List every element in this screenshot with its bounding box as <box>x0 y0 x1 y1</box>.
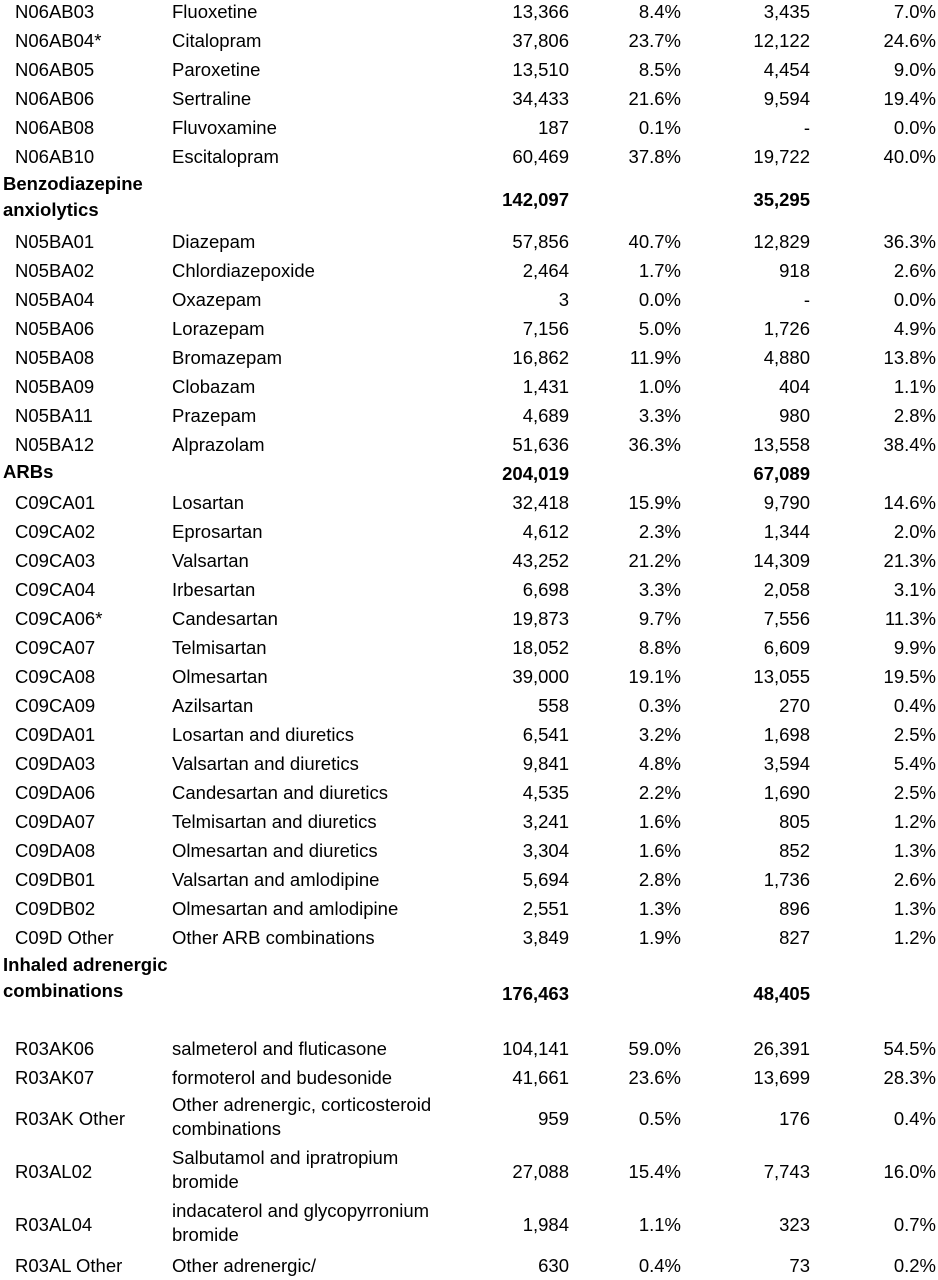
percent-1: 21.6% <box>628 88 681 109</box>
percent-2: 9.9% <box>893 637 936 658</box>
percent-1: 2.8% <box>638 869 681 890</box>
drug-name: Azilsartan <box>172 695 254 716</box>
percent-2: 3.1% <box>893 579 936 600</box>
percent-2: 13.8% <box>883 347 936 368</box>
table-row <box>0 894 938 923</box>
percent-1: 3.3% <box>638 579 681 600</box>
drug-name: Prazepam <box>172 405 257 426</box>
count-2: 4,880 <box>763 347 810 368</box>
count-2: 12,122 <box>753 30 810 51</box>
count-2: 7,743 <box>763 1161 810 1182</box>
count-2: 9,594 <box>763 88 810 109</box>
count-1: 9,841 <box>522 753 569 774</box>
count-2: 176 <box>779 1108 810 1129</box>
percent-1: 11.9% <box>629 347 681 368</box>
group-title: ARBs <box>3 461 54 482</box>
table-row <box>0 778 938 807</box>
count-1: 19,873 <box>512 608 569 629</box>
drug-name: Telmisartan <box>172 637 267 658</box>
atc-code: N06AB04* <box>15 30 102 51</box>
table-row <box>0 113 938 142</box>
percent-1: 40.7% <box>628 231 681 252</box>
count-1: 1,984 <box>522 1214 569 1235</box>
drug-name: Valsartan and amlodipine <box>172 869 380 890</box>
drug-name: Eprosartan <box>172 521 263 542</box>
percent-1: 19.1% <box>628 666 681 687</box>
percent-1: 8.8% <box>638 637 681 658</box>
percent-1: 1.0% <box>638 376 681 397</box>
percent-2: 38.4% <box>883 434 936 455</box>
table-row <box>0 285 938 314</box>
table-row <box>0 26 938 55</box>
drug-name: Bromazepam <box>172 347 283 368</box>
drug-name: Valsartan and diuretics <box>172 753 359 774</box>
count-2: 918 <box>779 260 810 281</box>
table-row <box>0 1145 938 1198</box>
count-2: 26,391 <box>753 1038 810 1059</box>
count-2: 73 <box>789 1255 810 1276</box>
drug-name: Paroxetine <box>172 59 261 80</box>
percent-2: 0.0% <box>893 289 936 310</box>
group-total-1: 142,097 <box>502 188 569 210</box>
atc-code: R03AL02 <box>15 1161 93 1182</box>
count-1: 4,535 <box>522 782 569 803</box>
count-1: 32,418 <box>512 492 569 513</box>
atc-code: C09DA07 <box>15 811 96 832</box>
atc-code: N05BA01 <box>15 231 95 252</box>
drug-name: Citalopram <box>172 30 262 51</box>
drug-name: Valsartan <box>172 550 249 571</box>
atc-code: R03AL04 <box>15 1214 93 1235</box>
count-1: 27,088 <box>512 1161 569 1182</box>
count-2: 270 <box>779 695 810 716</box>
count-2: 9,790 <box>763 492 810 513</box>
table-row <box>0 749 938 778</box>
table-row <box>0 604 938 633</box>
table-row <box>0 807 938 836</box>
atc-code: R03AK Other <box>15 1108 126 1129</box>
count-2: 19,722 <box>753 146 810 167</box>
table-row <box>0 343 938 372</box>
percent-2: 2.6% <box>893 869 936 890</box>
count-1: 558 <box>538 695 569 716</box>
atc-code: C09CA03 <box>15 550 96 571</box>
count-2: 13,699 <box>753 1067 810 1088</box>
drug-name: Fluvoxamine <box>172 117 277 138</box>
drug-name: Escitalopram <box>172 146 279 167</box>
percent-2: 2.8% <box>893 405 936 426</box>
table-row <box>0 430 938 459</box>
count-2: 896 <box>779 898 810 919</box>
count-1: 6,698 <box>522 579 569 600</box>
group-title: Inhaled adrenergic combinations <box>3 954 168 1001</box>
table-row <box>0 227 938 256</box>
percent-1: 59.0% <box>628 1038 681 1059</box>
count-1: 3,304 <box>522 840 569 861</box>
percent-1: 23.6% <box>628 1067 681 1088</box>
drug-name: Other ARB combinations <box>172 927 375 948</box>
table-row <box>0 55 938 84</box>
count-1: 3,849 <box>522 927 569 948</box>
drug-name: Chlordiazepoxide <box>172 260 315 281</box>
group-total-1: 204,019 <box>502 463 569 484</box>
atc-code: C09DB02 <box>15 898 96 919</box>
percent-2: 0.2% <box>893 1255 936 1276</box>
atc-code: C09DA01 <box>15 724 96 745</box>
count-1: 6,541 <box>522 724 569 745</box>
count-2: 12,829 <box>753 231 810 252</box>
count-2: 2,058 <box>763 579 810 600</box>
drug-name: Fluoxetine <box>172 1 258 22</box>
table-row <box>0 720 938 749</box>
table-row <box>0 488 938 517</box>
drug-name: Alprazolam <box>172 434 265 455</box>
count-2: 1,736 <box>763 869 810 890</box>
percent-1: 23.7% <box>628 30 681 51</box>
group-total-2: 35,295 <box>753 188 810 210</box>
table-row <box>0 1251 938 1280</box>
percent-1: 15.9% <box>628 492 681 513</box>
percent-2: 0.0% <box>893 117 936 138</box>
count-2: 852 <box>779 840 810 861</box>
count-1: 13,366 <box>512 1 569 22</box>
percent-1: 36.3% <box>628 434 681 455</box>
count-2: - <box>803 289 810 310</box>
drug-name: Other adrenergic/ <box>172 1255 316 1276</box>
count-1: 5,694 <box>522 869 569 890</box>
table-row <box>0 633 938 662</box>
count-1: 18,052 <box>512 637 569 658</box>
group-total-2: 67,089 <box>753 463 810 484</box>
atc-code: C09CA02 <box>15 521 96 542</box>
count-2: 323 <box>779 1214 810 1235</box>
count-2: 4,454 <box>763 59 810 80</box>
percent-2: 11.3% <box>884 608 936 629</box>
table-row <box>0 836 938 865</box>
count-1: 2,464 <box>522 260 569 281</box>
count-2: 1,726 <box>763 318 810 339</box>
atc-code: C09D Other <box>15 927 114 948</box>
percent-2: 1.2% <box>893 811 936 832</box>
drug-name: Telmisartan and diuretics <box>172 811 377 832</box>
drug-name: Olmesartan and diuretics <box>172 840 378 861</box>
percent-1: 0.1% <box>638 117 681 138</box>
count-2: 404 <box>779 376 810 397</box>
atc-code: N06AB08 <box>15 117 95 138</box>
table-row <box>0 662 938 691</box>
table-row <box>0 0 938 26</box>
group-title: Benzodiazepine anxiolytics <box>3 173 143 220</box>
percent-2: 2.6% <box>893 260 936 281</box>
count-1: 57,856 <box>512 231 569 252</box>
atc-code: N05BA12 <box>15 434 95 455</box>
count-1: 3 <box>558 289 569 310</box>
atc-code: N05BA04 <box>15 289 95 310</box>
percent-1: 0.5% <box>638 1108 681 1129</box>
percent-2: 16.0% <box>883 1161 936 1182</box>
percent-1: 37.8% <box>628 146 681 167</box>
group-header-row <box>0 459 938 488</box>
drug-name: Oxazepam <box>172 289 262 310</box>
atc-code: C09CA08 <box>15 666 96 687</box>
atc-code: C09CA01 <box>15 492 96 513</box>
percent-1: 1.1% <box>638 1214 681 1235</box>
table-row <box>0 314 938 343</box>
percent-2: 28.3% <box>883 1067 936 1088</box>
drug-name: Losartan and diuretics <box>172 724 355 745</box>
table-row <box>0 575 938 604</box>
percent-2: 14.6% <box>883 492 936 513</box>
percent-1: 3.2% <box>638 724 681 745</box>
percent-1: 8.4% <box>638 1 681 22</box>
percent-2: 19.5% <box>883 666 936 687</box>
percent-1: 1.3% <box>638 898 681 919</box>
count-2: 827 <box>779 927 810 948</box>
atc-code: C09CA09 <box>15 695 96 716</box>
count-2: 14,309 <box>753 550 810 571</box>
atc-code: C09CA06* <box>15 608 103 629</box>
atc-code: R03AK07 <box>15 1067 95 1088</box>
percent-1: 0.4% <box>638 1255 681 1276</box>
percent-1: 0.3% <box>638 695 681 716</box>
table-row <box>0 1063 938 1092</box>
percent-2: 4.9% <box>893 318 936 339</box>
count-2: 3,435 <box>763 1 810 22</box>
count-1: 60,469 <box>512 146 569 167</box>
percent-1: 4.8% <box>638 753 681 774</box>
count-1: 4,612 <box>522 521 569 542</box>
drug-name: Clobazam <box>172 376 256 397</box>
percent-2: 1.3% <box>893 840 936 861</box>
percent-2: 7.0% <box>893 1 936 22</box>
percent-2: 5.4% <box>893 753 936 774</box>
count-1: 37,806 <box>512 30 569 51</box>
count-1: 187 <box>538 117 569 138</box>
atc-code: R03AL Other <box>15 1255 123 1276</box>
count-2: 3,594 <box>763 753 810 774</box>
percent-1: 8.5% <box>638 59 681 80</box>
percent-1: 0.0% <box>638 289 681 310</box>
atc-code: R03AK06 <box>15 1038 95 1059</box>
table-row <box>0 84 938 113</box>
count-1: 104,141 <box>502 1038 569 1059</box>
atc-code: N06AB10 <box>15 146 95 167</box>
atc-code: N05BA11 <box>15 405 93 426</box>
percent-2: 1.1% <box>893 376 936 397</box>
count-1: 34,433 <box>512 88 569 109</box>
table-row <box>0 923 938 952</box>
count-2: 1,690 <box>763 782 810 803</box>
percent-1: 1.7% <box>638 260 681 281</box>
percent-1: 21.2% <box>628 550 681 571</box>
count-1: 41,661 <box>512 1067 569 1088</box>
count-2: 7,556 <box>763 608 810 629</box>
table-row <box>0 401 938 430</box>
count-1: 7,156 <box>522 318 569 339</box>
count-1: 1,431 <box>522 376 569 397</box>
drug-name: indacaterol and glycopyrronium bromide <box>172 1200 430 1245</box>
atc-code: C09DA08 <box>15 840 96 861</box>
count-2: 1,344 <box>763 521 810 542</box>
count-1: 51,636 <box>512 434 569 455</box>
percent-1: 1.9% <box>638 927 681 948</box>
percent-2: 2.0% <box>893 521 936 542</box>
count-1: 43,252 <box>512 550 569 571</box>
atc-code: C09DA03 <box>15 753 96 774</box>
drug-name: Irbesartan <box>172 579 256 600</box>
atc-code: N05BA06 <box>15 318 95 339</box>
atc-code: N06AB03 <box>15 1 95 22</box>
count-1: 959 <box>538 1108 569 1129</box>
percent-2: 24.6% <box>883 30 936 51</box>
atc-code: N06AB05 <box>15 59 95 80</box>
count-2: 6,609 <box>763 637 810 658</box>
drug-name: Candesartan and diuretics <box>172 782 388 803</box>
atc-code: N05BA08 <box>15 347 95 368</box>
group-header-row <box>0 171 938 227</box>
count-1: 13,510 <box>512 59 569 80</box>
drug-name: Losartan <box>172 492 244 513</box>
atc-code: C09CA04 <box>15 579 96 600</box>
drug-name: formoterol and budesonide <box>172 1067 393 1088</box>
count-2: 1,698 <box>763 724 810 745</box>
count-2: - <box>803 117 810 138</box>
drug-name: Other adrenergic, corticosteroid combinations <box>172 1094 432 1139</box>
drug-name: Sertraline <box>172 88 252 109</box>
table-row <box>0 1034 938 1063</box>
percent-2: 0.4% <box>893 695 936 716</box>
percent-2: 1.2% <box>893 927 936 948</box>
drug-name: Olmesartan <box>172 666 268 687</box>
percent-1: 9.7% <box>638 608 681 629</box>
percent-2: 0.7% <box>893 1214 936 1235</box>
table-row <box>0 691 938 720</box>
count-1: 39,000 <box>512 666 569 687</box>
table-row <box>0 372 938 401</box>
percent-2: 36.3% <box>883 231 936 252</box>
drug-name: Candesartan <box>172 608 278 629</box>
percent-2: 2.5% <box>893 724 936 745</box>
count-2: 805 <box>779 811 810 832</box>
table-row <box>0 1198 938 1251</box>
table-row <box>0 865 938 894</box>
count-1: 3,241 <box>522 811 569 832</box>
count-2: 980 <box>779 405 810 426</box>
percent-2: 19.4% <box>883 88 936 109</box>
table-row <box>0 256 938 285</box>
atc-code: N05BA09 <box>15 376 95 397</box>
atc-code: C09CA07 <box>15 637 96 658</box>
percent-2: 2.5% <box>893 782 936 803</box>
percent-2: 0.4% <box>893 1108 936 1129</box>
percent-1: 1.6% <box>638 811 681 832</box>
atc-code: N05BA02 <box>15 260 95 281</box>
count-1: 2,551 <box>522 898 569 919</box>
atc-code: C09DA06 <box>15 782 96 803</box>
table-row <box>0 517 938 546</box>
count-2: 13,558 <box>753 434 810 455</box>
percent-2: 9.0% <box>893 59 936 80</box>
percent-1: 2.2% <box>638 782 681 803</box>
table-row <box>0 1092 938 1145</box>
drug-name: Diazepam <box>172 231 256 252</box>
drug-name: Olmesartan and amlodipine <box>172 898 399 919</box>
group-header-row <box>0 952 938 1034</box>
drug-name: Lorazepam <box>172 318 265 339</box>
percent-2: 40.0% <box>883 146 936 167</box>
percent-2: 54.5% <box>883 1038 936 1059</box>
count-2: 13,055 <box>753 666 810 687</box>
drug-name: salmeterol and fluticasone <box>172 1038 387 1059</box>
percent-1: 3.3% <box>638 405 681 426</box>
drug-name: Salbutamol and ipratropium bromide <box>172 1147 399 1192</box>
percent-2: 21.3% <box>883 550 936 571</box>
percent-1: 15.4% <box>628 1161 681 1182</box>
count-1: 16,862 <box>512 347 569 368</box>
atc-code: N06AB06 <box>15 88 95 109</box>
atc-code: C09DB01 <box>15 869 96 890</box>
group-total-1: 176,463 <box>502 982 569 1004</box>
percent-1: 1.6% <box>638 840 681 861</box>
group-total-2: 48,405 <box>753 982 810 1004</box>
count-1: 630 <box>538 1255 569 1276</box>
table-row <box>0 142 938 171</box>
table-row <box>0 546 938 575</box>
percent-1: 2.3% <box>638 521 681 542</box>
percent-1: 5.0% <box>638 318 681 339</box>
percent-2: 1.3% <box>893 898 936 919</box>
count-1: 4,689 <box>522 405 569 426</box>
